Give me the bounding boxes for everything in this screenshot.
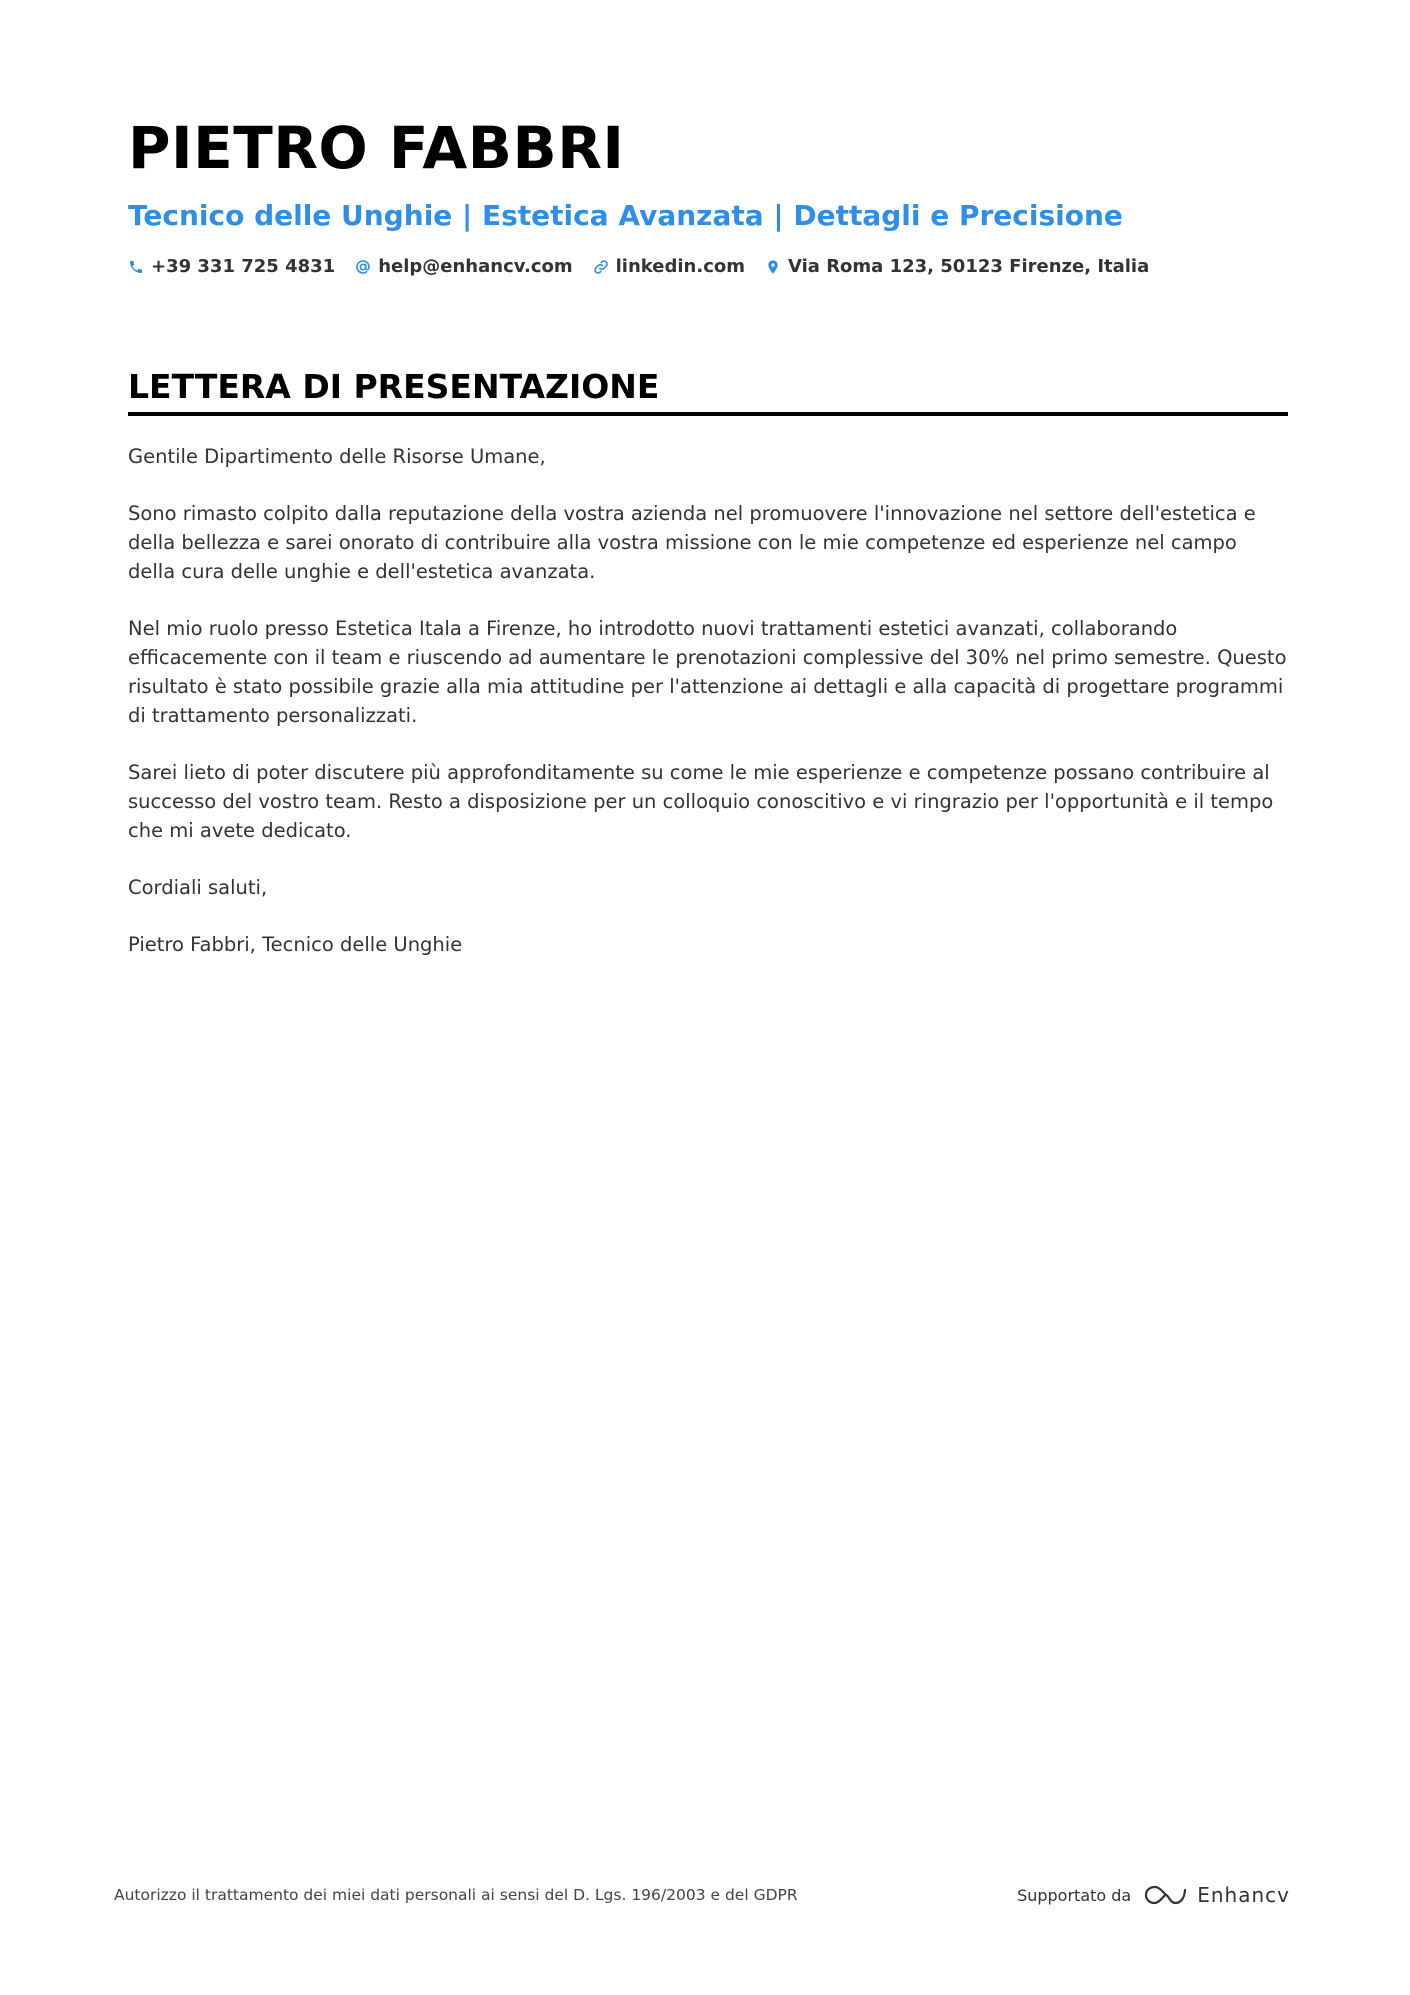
section-divider	[128, 412, 1288, 416]
powered-by-label: Supportato da	[1017, 1885, 1132, 1905]
letter-paragraph: Nel mio ruolo presso Estetica Itala a Firenze, ho introdotto nuovi trattamenti estetici avanzati, collaborando efficacemente con il team e riuscendo ad aumentare le prenotazioni complessive del 30% nel primo semestre. Questo risultato è stato possibile grazie alla mia attitudine per l'attenzione ai dettagli e alla capacità di progettare programmi di trattamento personalizzati.	[128, 617, 1287, 727]
location-pin-icon	[765, 259, 781, 275]
link-icon	[593, 259, 609, 275]
contact-email[interactable]	[355, 256, 572, 277]
section-title: LETTERA DI PRESENTAZIONE	[128, 367, 660, 406]
header	[128, 108, 1288, 277]
contact-linkedin[interactable]	[593, 256, 745, 277]
cover-letter-section	[128, 364, 1288, 987]
email-text[interactable]: help@enhancv.com	[378, 256, 573, 277]
footer	[114, 1882, 1290, 1908]
letter-body	[128, 442, 1288, 959]
letter-salutation: Gentile Dipartimento delle Risorse Umane,	[128, 445, 546, 468]
at-icon	[355, 259, 371, 275]
candidate-headline: Tecnico delle Unghie | Estetica Avanzata | Dettagli e Precisione	[128, 199, 1123, 232]
letter-paragraph: Sarei lieto di poter discutere più approfonditamente su come le mie esperienze e competenze possano contribuire al successo del vostro team. Resto a disposizione per un colloquio conoscitivo e vi ringrazio per l'opportunità e il tempo che mi avete dedicato.	[128, 761, 1274, 842]
powered-by	[1017, 1882, 1290, 1908]
enhancv-logo[interactable]	[1143, 1882, 1290, 1908]
phone-text: +39 331 725 4831	[151, 256, 336, 277]
privacy-consent: Autorizzo il trattamento dei miei dati personali ai sensi del D. Lgs. 196/2003 e del GDPR	[114, 1886, 798, 1904]
contact-info	[128, 256, 1288, 277]
phone-icon	[128, 259, 144, 275]
address-text: Via Roma 123, 50123 Firenze, Italia	[788, 256, 1150, 277]
linkedin-text[interactable]: linkedin.com	[615, 256, 745, 277]
letter-closing: Cordiali saluti,	[128, 876, 268, 899]
letter-signature: Pietro Fabbri, Tecnico delle Unghie	[128, 933, 463, 956]
brand-name: Enhancv	[1197, 1883, 1290, 1907]
candidate-name: PIETRO FABBRI	[128, 114, 625, 182]
contact-phone	[128, 256, 335, 277]
enhancv-logo-icon	[1143, 1882, 1189, 1908]
letter-paragraph: Sono rimasto colpito dalla reputazione della vostra azienda nel promuovere l'innovazione nel settore dell'estetica e della bellezza e sarei onorato di contribuire alla vostra missione con le mie competenze ed esperienze nel campo della cura delle unghie e dell'estetica avanzata.	[128, 502, 1256, 583]
contact-address	[765, 256, 1149, 277]
